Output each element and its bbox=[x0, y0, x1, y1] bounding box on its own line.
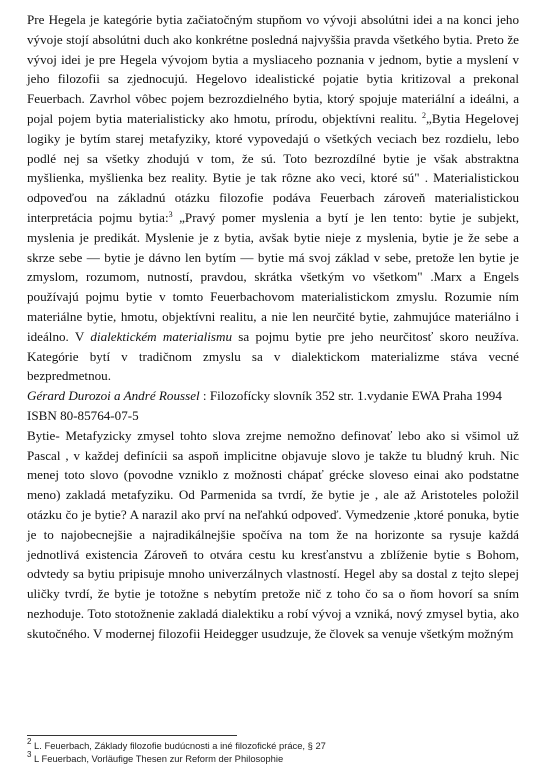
footnote-mark-3: 3 bbox=[27, 750, 32, 759]
citation-source: : Filozofícky slovník 352 str. 1.vydanie EWA Praha 1994 bbox=[199, 388, 502, 404]
paragraph-hegel-feuerbach bbox=[27, 10, 519, 386]
citation-line bbox=[27, 386, 519, 406]
footnote-separator bbox=[27, 735, 237, 736]
paragraph1-text-d: sa pojmu bytie pre jeho neurčitosť skoro neužíva. Kategórie bytí v tradičnom zmyslu sa v dialektickom materializme stáva vecné bezpredmetnou. bbox=[27, 328, 519, 384]
footnote-3 bbox=[27, 752, 519, 765]
footnote-ref-2: 2 bbox=[422, 110, 427, 120]
paragraph1-text-b: „Bytia Hegelovej logiky je bytím starej metafyziky, ktoré vypovedajú o všetkých veciach bez rozdielu, lebo podlé nej sa všetky zhodujú v tom, že sú. Toto bezrozdílné bytie je však abstraktna myšlienka, myšlienka bez reality. Bytie je tak rôzne ako veci, ktoré sú" . Materialistickou odpoveďou na základnú otázku filozofie podáva Feuerbach zároveň materialistickou interpretácia pojmu bytia: bbox=[27, 110, 519, 225]
footnote-text-2: L. Feuerbach, Základy filozofie budúcnosti a iné filozofické práce, § 27 bbox=[31, 740, 326, 751]
footnotes bbox=[27, 735, 519, 765]
footnote-text-3: L Feuerbach, Vorläufige Thesen zur Reform der Philosophie bbox=[31, 753, 284, 764]
footnote-mark-2: 2 bbox=[27, 737, 32, 746]
citation-authors: Gérard Durozoi a André Roussel bbox=[27, 388, 200, 404]
citation-isbn: ISBN 80-85764-07-5 bbox=[27, 407, 139, 423]
italic-term: dialektickém materialismu bbox=[90, 328, 232, 344]
footnote-ref-3: 3 bbox=[168, 209, 173, 219]
footnote-2 bbox=[27, 739, 519, 752]
paragraph1-text-a: Pre Hegela je kategórie bytia začiatočným stupňom vo vývoji absolútni idei a na konci jeho vývoje stojí absolútni duch ako konkrétne posledná najvyššia pravda všetkého bytia. Preto že vývoj idei je pre Hegela vývojom bytia a mysliaceho poznania v jednom, bytie a myslení v jeho filozofii sa zjednocujú. Hegelovo idealistické pojatie bytia kritizoval a prekonal Feuerbach. Zavrhol vôbec pojem bezrozdielného bytia, ktorý spojuje materiální a ideálni, a pojal pojem bytia materialisticky ako hmotu, prírodu, objektívni realitu. bbox=[27, 12, 519, 126]
paragraph1-text-c: „Pravý pomer myslenia a bytí je len tento: bytie je subjekt, myslenia je predikát. Myslenie je z bytia, avšak bytie nieje z myslenia, bytie je že sebe a skrze sebe — bytie je dávno len bytím — bytie má svoj základ v sebe, pretože len bytie je zmyslom, rozumom, nutností, pravdou, skrátka všetkým vo všetkom" .Marx a Engels používajú pojmu bytie v tomto Feuerbachovom materialistickom zmyslu. Rozumie ním materiálne bytie, hmotu, objektívni realitu, a nie len neurčité bytie, zahmujúce materiálno i ideálno. V bbox=[27, 209, 519, 344]
paragraph-bytie-definition: Bytie- Metafyzicky zmysel tohto slova zrejme nemožno definovať lebo ako si všimol už Pascal , v každej definícii sa aspoň implicitne objavuje slovo je takže tu bludný kruh. Nic menej toto slovo (povodne vzniklo z možnosti chápať grécke sloveso einai ako podstatne meno) zakladá metafyziku. Od Parmenida sa tvrdí, že bytie je , ale až Aristoteles položil otázku čo je bytie? A narazil ako prví na neľahkú odpoveď. Vymedzenie ,ktoré ponuka, bytie je to najobecnejšie a najradikálnejšie spočíva na tom že na horizonte sa rysuje každá jednotlivá existencia Zároveň to otvára cestu ku kresťanstvu a zblíženie bytie s Bohom, odvtedy sa bytiu pripisuje mnoho univerzálnych vlastností. Hegel aby sa dostal z tejto slepej uličky tvrdí, že bytie je totožne s nebytím pretože nič z toho čo sa o ňom hovorí sa sním nezhoduje. Toto stotožnenie zakladá dialektiku a robí vývoj a vzniká, nový zmysel bytia, ako skutočného. V modernej filozofii Heidegger usudzuje, že človek sa venuje všetkým možným bbox=[27, 427, 519, 641]
